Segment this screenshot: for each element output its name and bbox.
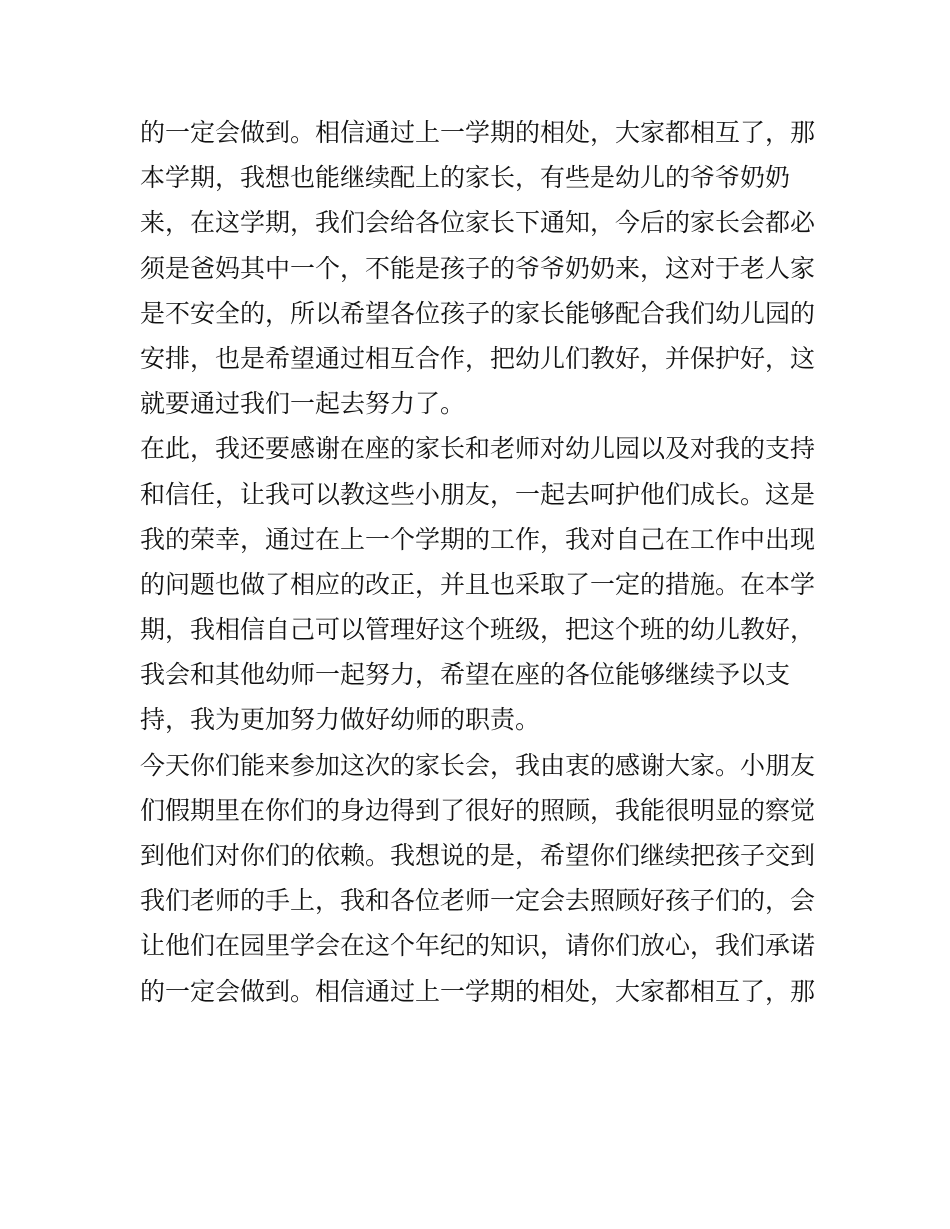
text-line: 须是爸妈其中一个，不能是孩子的爷爷奶奶来，这对于老人家	[140, 253, 816, 283]
text-line: 来，在这学期，我们会给各位家长下通知，今后的家长会都必	[140, 208, 816, 238]
text-line: 我的荣幸，通过在上一个学期的工作，我对自己在工作中出现	[140, 524, 816, 554]
text-line: 期，我相信自己可以管理好这个班级，把这个班的幼儿教好，	[140, 615, 816, 645]
text-line: 我们老师的手上，我和各位老师一定会去照顾好孩子们的，会	[140, 886, 816, 916]
text-line: 就要通过我们一起去努力了。	[140, 389, 466, 419]
text-line: 让他们在园里学会在这个年纪的知识，请你们放心，我们承诺	[140, 931, 816, 961]
text-line: 本学期，我想也能继续配上的家长，有些是幼儿的爷爷奶奶	[140, 163, 791, 193]
text-line: 的一定会做到。相信通过上一学期的相处，大家都相互了，那	[140, 976, 816, 1006]
body-text	[140, 110, 820, 1014]
text-line: 和信任，让我可以教这些小朋友，一起去呵护他们成长。这是	[140, 479, 816, 509]
text-line: 在此，我还要感谢在座的家长和老师对幼儿园以及对我的支持	[140, 434, 816, 464]
text-line: 的问题也做了相应的改正，并且也采取了一定的措施。在本学	[140, 569, 816, 599]
text-line: 们假期里在你们的身边得到了很好的照顾，我能很明显的察觉	[140, 795, 816, 825]
text-line: 今天你们能来参加这次的家长会，我由衷的感谢大家。小朋友	[140, 750, 816, 780]
text-line: 的一定会做到。相信通过上一学期的相处，大家都相互了，那	[140, 118, 816, 147]
text-line: 持，我为更加努力做好幼师的职责。	[140, 705, 541, 735]
text-line: 到他们对你们的依赖。我想说的是，希望你们继续把孩子交到	[140, 841, 816, 870]
text-line: 我会和其他幼师一起努力，希望在座的各位能够继续予以支	[140, 660, 791, 690]
text-line: 安排，也是希望通过相互合作，把幼儿们教好，并保护好，这	[140, 343, 816, 373]
text-line: 是不安全的，所以希望各位孩子的家长能够配合我们幼儿园的	[140, 298, 816, 328]
